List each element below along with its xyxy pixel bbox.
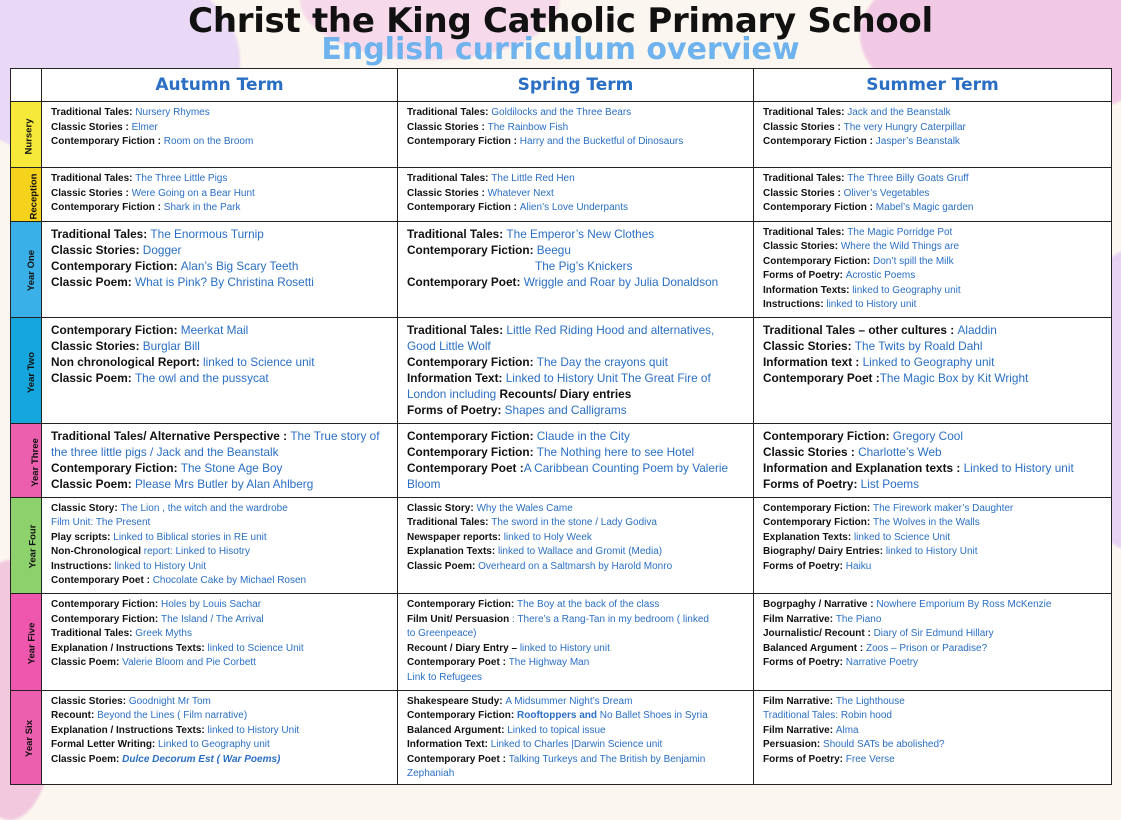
entry-line: Classic Stories : Whatever Next xyxy=(407,187,554,199)
nursery-autumn-cell xyxy=(42,102,398,168)
entry-line: Contemporary Fiction : Shark in the Park xyxy=(51,202,241,214)
entry-line: Film Narrative: The Lighthouse xyxy=(763,695,905,707)
entry-line: Classic Stories : The Rainbow Fish xyxy=(407,121,569,133)
entry-line: Contemporary Fiction: The Wolves in the Walls xyxy=(763,517,980,529)
nursery-spring-cell xyxy=(398,102,754,168)
entry-line: Biography/ Dairy Entries: linked to History Unit xyxy=(763,546,978,558)
entry-line: Forms of Poetry: Haiku xyxy=(763,560,872,572)
entry-line: Traditional Tales: The Magic Porridge Pot xyxy=(763,226,953,238)
entry-line: Classic Story: The Lion , the witch and the wardrobe xyxy=(51,502,288,514)
entry-line: Forms of Poetry: Acrostic Poems xyxy=(763,270,916,282)
entry-line: Contemporary Fiction : Harry and the Bucketful of Dinosaurs xyxy=(407,136,684,148)
nursery-summer-cell xyxy=(754,102,1112,168)
entry-line: Traditional Tales: Robin hood xyxy=(763,710,892,722)
entry-line: Shakespeare Study: A Midsummer Night’s Dream xyxy=(407,695,633,707)
year6-autumn-cell xyxy=(42,690,398,784)
entry-line: Contemporary Poet: Wriggle and Roar by Julia Donaldson xyxy=(407,274,719,289)
entry-line: Contemporary Fiction: Alan’s Big Scary Teeth xyxy=(51,258,299,273)
entry-line: Classic Poem: Please Mrs Butler by Alan Ahlberg xyxy=(51,477,314,492)
curriculum-table xyxy=(10,68,1112,785)
year4-spring-cell xyxy=(398,497,754,593)
reception-autumn-cell xyxy=(42,168,398,221)
entry-line: Contemporary Fiction : Room on the Broom xyxy=(51,136,254,148)
entry-line: Classic Poem: Overheard on a Saltmarsh by Harold Monro xyxy=(407,560,673,572)
entry-line: Good Little Wolf xyxy=(407,339,491,353)
entry-line: Contemporary Fiction: Claude in the City xyxy=(407,429,630,444)
entry-line: Classic Poem: Valerie Bloom and Pie Corbett xyxy=(51,657,256,669)
entry-line: Classic Stories : The very Hungry Caterpillar xyxy=(763,121,966,133)
entry-line: Explanation Texts: linked to Wallace and Gromit (Media) xyxy=(407,546,663,558)
entry-line: Contemporary Fiction : Jasper’s Beanstalk xyxy=(763,136,960,148)
entry-line: Contemporary Fiction: The Nothing here to see Hotel xyxy=(407,445,695,460)
year2-autumn-cell xyxy=(42,318,398,424)
entry-line: Forms of Poetry: List Poems xyxy=(763,477,920,492)
entry-line: Contemporary Fiction: The Boy at the back of the class xyxy=(407,599,660,611)
entry-line: Balanced Argument: Linked to topical issue xyxy=(407,724,606,736)
page-subtitle: English curriculum overview xyxy=(321,32,800,67)
entry-line: Traditional Tales: Greek Myths xyxy=(51,628,192,640)
entry-line: Contemporary Fiction: Beegu xyxy=(407,242,571,257)
year2-summer-cell xyxy=(754,318,1112,424)
year1-autumn-cell xyxy=(42,221,398,317)
entry-line: Contemporary Fiction: The Island / The Arrival xyxy=(51,613,264,625)
entry-line: Contemporary Poet : Chocolate Cake by Michael Rosen xyxy=(51,575,307,587)
entry-line: London including Recounts/ Diary entries xyxy=(407,387,632,401)
entry-line: Classic Stories : Charlotte’s Web xyxy=(763,445,942,460)
year5-summer-cell xyxy=(754,594,1112,690)
entry-line: Traditional Tales: Jack and the Beanstalk xyxy=(763,107,951,119)
year1-spring-cell xyxy=(398,221,754,317)
entry-line: Contemporary Fiction : Mabel’s Magic garden xyxy=(763,202,974,214)
entry-line: Film Narrative: The Piano xyxy=(763,613,882,625)
entry-line: Contemporary Poet :A Caribbean Counting Poem by Valerie xyxy=(407,461,729,476)
table-header-row xyxy=(11,69,1112,102)
entry-line: Explanation Texts: linked to Science Unit xyxy=(763,531,951,543)
entry-line: Classic Stories : Were Going on a Bear Hunt xyxy=(51,187,255,199)
entry-line: Contemporary Fiction: Rooftoppers and No Ballet Shoes in Syria xyxy=(407,710,708,722)
entry-line: Zephaniah xyxy=(407,768,455,780)
entry-line: Classic Stories: Goodnight Mr Tom xyxy=(51,695,211,707)
reception-summer-cell xyxy=(754,168,1112,221)
year-label-year-four: Year Four xyxy=(11,497,42,593)
term-heading-summer: Summer Term xyxy=(754,69,1112,102)
entry-line: Traditional Tales: Little Red Riding Hood and alternatives, xyxy=(407,323,715,337)
entry-line: Contemporary Poet :The Magic Box by Kit Wright xyxy=(763,371,1029,385)
entry-line: Film Unit: The Present xyxy=(51,517,151,529)
year-label-year-two: Year Two xyxy=(11,318,42,424)
entry-line: Explanation / Instructions Texts: linked to History Unit xyxy=(51,724,300,736)
entry-line: Bogrpaghy / Narrative : Nowhere Emporium By Ross McKenzie xyxy=(763,599,1052,611)
entry-line: Information text : Linked to Geography unit xyxy=(763,355,995,369)
entry-line: Information Text: Linked to Charles |Darwin Science unit xyxy=(407,739,663,751)
year4-autumn-cell xyxy=(42,497,398,593)
term-heading-spring: Spring Term xyxy=(398,69,754,102)
entry-line: Contemporary Fiction : Alien’s Love Underpants xyxy=(407,202,629,214)
entry-line: Contemporary Fiction: Gregory Cool xyxy=(763,429,963,444)
entry-line: Journalistic/ Recount : Diary of Sir Edmund Hillary xyxy=(763,628,994,640)
entry-line: Classic Stories: Where the Wild Things are xyxy=(763,241,960,253)
entry-line: Forms of Poetry: Narrative Poetry xyxy=(763,657,919,669)
entry-line: Contemporary Fiction: The Stone Age Boy xyxy=(51,461,283,476)
entry-line: Contemporary Fiction: The Firework maker’s Daughter xyxy=(763,502,1014,514)
school-name: Christ the King Catholic Primary School xyxy=(188,1,933,41)
entry-line: Traditional Tales: The Three Little Pigs xyxy=(51,173,228,185)
entry-line: Traditional Tales: The Three Billy Goats Gruff xyxy=(763,173,969,185)
entry-line: Contemporary Fiction: Don’t spill the Milk xyxy=(763,255,954,267)
entry-line: Recount / Diary Entry – linked to History unit xyxy=(407,642,610,654)
entry-line: The Pig’s Knickers xyxy=(535,258,633,273)
entry-line: Classic Poem: Dulce Decorum Est ( War Poems) xyxy=(51,753,281,765)
year-label-year-five: Year Five xyxy=(11,594,42,690)
entry-line: Formal Letter Writing: Linked to Geography unit xyxy=(51,739,270,751)
entry-line: Classic Poem: What is Pink? By Christina Rosetti xyxy=(51,274,314,289)
table-row xyxy=(11,690,1112,784)
table-row xyxy=(11,168,1112,221)
entry-line: Classic Poem: The owl and the pussycat xyxy=(51,371,269,385)
entry-line: Link to Refugees xyxy=(407,671,483,683)
entry-line: Classic Story: Why the Wales Came xyxy=(407,502,573,514)
year2-spring-cell xyxy=(398,318,754,424)
table-row xyxy=(11,594,1112,690)
entry-line: Information and Explanation texts : Linked to History unit xyxy=(763,461,1074,476)
entry-line: Classic Stories: Dogger xyxy=(51,242,182,257)
entry-line: Classic Stories: The Twits by Roald Dahl xyxy=(763,339,983,353)
year6-summer-cell xyxy=(754,690,1112,784)
entry-line: Non-Chronological report: Linked to Hisotry xyxy=(51,546,250,558)
table-row xyxy=(11,221,1112,317)
entry-line: Contemporary Poet : Talking Turkeys and The British by Benjamin xyxy=(407,753,706,765)
entry-line: Bloom xyxy=(407,477,441,492)
year6-spring-cell xyxy=(398,690,754,784)
year3-summer-cell xyxy=(754,424,1112,497)
table-row xyxy=(11,102,1112,168)
entry-line: Film Narrative: Alma xyxy=(763,724,859,736)
entry-line: Classic Stories : Oliver’s Vegetables xyxy=(763,187,930,199)
term-heading-autumn: Autumn Term xyxy=(42,69,398,102)
entry-line: the three little pigs / Jack and the Beanstalk xyxy=(51,445,279,460)
entry-line: Traditional Tales: Goldilocks and the Three Bears xyxy=(407,107,632,119)
entry-line: Balanced Argument : Zoos – Prison or Paradise? xyxy=(763,642,988,654)
year4-summer-cell xyxy=(754,497,1112,593)
entry-line: Traditional Tales: The sword in the stone / Lady Godiva xyxy=(407,517,657,529)
entry-line: Information Text: Linked to History Unit The Great Fire of xyxy=(407,371,711,385)
year5-autumn-cell xyxy=(42,594,398,690)
year-label-nursery: Nursery xyxy=(11,102,42,168)
entry-line: Play scripts: Linked to Biblical stories in RE unit xyxy=(51,531,267,543)
year3-spring-cell xyxy=(398,424,754,497)
entry-line: Traditional Tales: Nursery Rhymes xyxy=(51,107,210,119)
entry-line: Classic Stories: Burglar Bill xyxy=(51,339,200,353)
reception-spring-cell xyxy=(398,168,754,221)
entry-line: Traditional Tales – other cultures : Aladdin xyxy=(763,323,997,337)
entry-line: Non chronological Report: linked to Science unit xyxy=(51,355,315,369)
entry-line: Instructions: linked to History Unit xyxy=(51,560,207,572)
entry-line: Classic Stories : Elmer xyxy=(51,121,158,133)
entry-line: Forms of Poetry: Shapes and Calligrams xyxy=(407,403,627,417)
entry-line: Forms of Poetry: Free Verse xyxy=(763,753,895,765)
corner-cell xyxy=(11,69,42,102)
entry-line: Contemporary Fiction: Meerkat Mail xyxy=(51,323,249,337)
year-label-year-one: Year One xyxy=(11,221,42,317)
table-row xyxy=(11,424,1112,497)
entry-line: Film Unit/ Persuasion : There’s a Rang-Tan in my bedroom ( linked xyxy=(407,613,709,625)
entry-line: Explanation / Instructions Texts: linked to Science Unit xyxy=(51,642,304,654)
entry-line: Instructions: linked to History unit xyxy=(763,299,917,311)
entry-line: Traditional Tales/ Alternative Perspective : The True story of xyxy=(51,429,380,444)
year5-spring-cell xyxy=(398,594,754,690)
entry-line: Persuasion: Should SATs be abolished? xyxy=(763,739,945,751)
year3-autumn-cell xyxy=(42,424,398,497)
year-label-year-three: Year Three xyxy=(11,424,42,497)
year-label-year-six: Year Six xyxy=(11,690,42,784)
entry-line: to Greenpeace) xyxy=(407,628,477,640)
year1-summer-cell xyxy=(754,221,1112,317)
entry-line: Recount: Beyond the Lines ( Film narrative) xyxy=(51,710,248,722)
table-row xyxy=(11,497,1112,593)
entry-line: Newspaper reports: linked to Holy Week xyxy=(407,531,592,543)
entry-line: Traditional Tales: The Little Red Hen xyxy=(407,173,575,185)
year-label-reception: Reception xyxy=(11,168,42,221)
entry-line: Contemporary Fiction: Holes by Louis Sachar xyxy=(51,599,262,611)
table-row xyxy=(11,318,1112,424)
entry-line: Contemporary Fiction: The Day the crayons quit xyxy=(407,355,668,369)
entry-line: Traditional Tales: The Enormous Turnip xyxy=(51,226,264,241)
entry-line: Traditional Tales: The Emperor’s New Clothes xyxy=(407,226,655,241)
entry-line: Contemporary Poet : The Highway Man xyxy=(407,657,590,669)
entry-line: Information Texts: linked to Geography unit xyxy=(763,284,961,296)
